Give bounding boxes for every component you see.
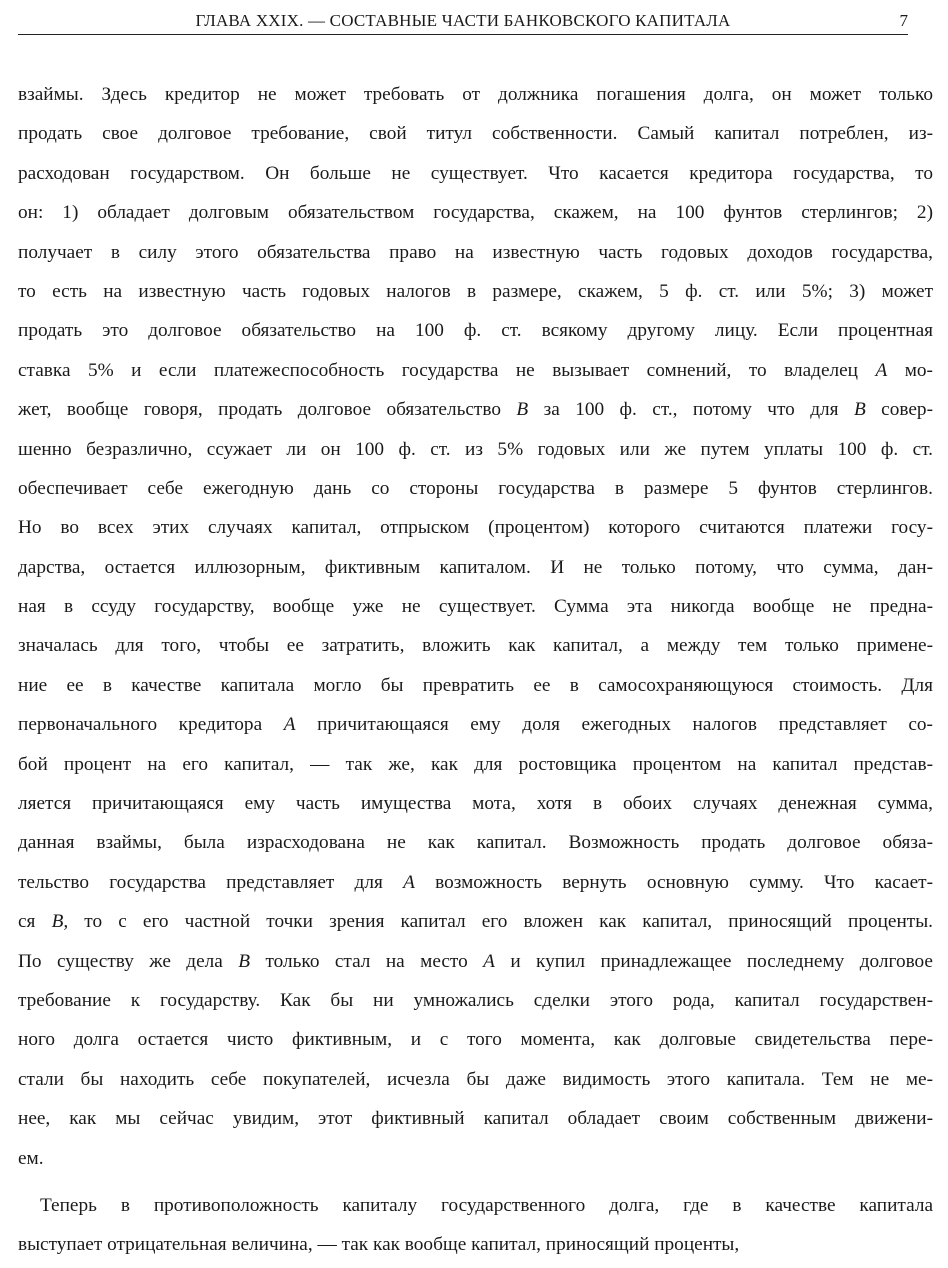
- paragraph: [18, 1186, 933, 1265]
- italic-letter: A: [283, 714, 296, 736]
- text-segment: ставка 5% и если платежеспособность государства не вызывает сомнений, то владелец: [18, 359, 876, 381]
- italic-letter: A: [483, 950, 495, 972]
- text-line: [18, 390, 933, 429]
- text-segment: жет, вообще говоря, продать долговое обязательство: [18, 399, 517, 421]
- text-line: [18, 942, 933, 981]
- text-line: обеспечивает себе ежегодную дань со стороны государства в размере 5 фунтов стерлингов.: [18, 477, 933, 499]
- text-line: нее, как мы сейчас увидим, этот фиктивный капитал обладает своим собственным движени-: [18, 1108, 933, 1130]
- text-line: [18, 705, 933, 744]
- italic-letter: A: [403, 871, 415, 893]
- text-line: ного долга остается чисто фиктивным, и с того момента, как долговые свидетельства пере-: [18, 1029, 933, 1051]
- text-segment: совер-: [865, 399, 933, 421]
- text-line: он: 1) обладает долговым обязательством государства, скажем, на 100 фунтов стерлингов; 2): [18, 202, 933, 224]
- text-segment: первоначального кредитора: [18, 714, 284, 736]
- text-line: расходован государством. Он больше не существует. Что касается кредитора государства, то: [18, 162, 933, 184]
- text-line: данная взаймы, была израсходована не как капитал. Возможность продать долговое обяза-: [18, 832, 933, 854]
- text-line: ние ее в качестве капитала могло бы превратить ее в самосохраняющуюся стоимость. Для: [18, 674, 933, 696]
- text-line: бой процент на его капитал, — так же, как для ростовщика процентом на капитал представ-: [18, 753, 933, 775]
- italic-letter: B,: [51, 911, 69, 933]
- italic-letter: A: [875, 359, 888, 381]
- text-segment: возможность вернуть основную сумму. Что касает-: [414, 871, 934, 893]
- running-title: ГЛАВА XXIX. — СОСТАВНЫЕ ЧАСТИ БАНКОВСКОГО КАПИТАЛА: [195, 11, 731, 30]
- body-text: [18, 75, 933, 1265]
- running-header: [18, 8, 908, 35]
- text-segment: только стал на место: [250, 950, 484, 972]
- text-segment: за 100 ф. ст., потому что для: [528, 399, 854, 421]
- page-number: 7: [899, 11, 908, 30]
- text-segment: причитающаяся ему доля ежегодных налогов представляет со-: [295, 714, 933, 736]
- text-line: [18, 902, 933, 941]
- text-line: [18, 351, 933, 390]
- text-segment: По существу же дела: [18, 950, 239, 972]
- text-line: значалась для того, чтобы ее затратить, вложить как капитал, а между тем только примене-: [18, 635, 933, 657]
- text-segment: и купил принадлежащее последнему долговое: [494, 950, 933, 972]
- paragraph: [18, 75, 933, 1178]
- text-segment: тельство государства представляет для: [18, 871, 404, 893]
- text-line: Но во всех этих случаях капитал, отпрыском (процентом) которого считаются платежи госу-: [18, 517, 933, 539]
- text-line: продать это долговое обязательство на 100 ф. ст. всякому другому лицу. Если процентная: [18, 320, 933, 342]
- text-line: [18, 863, 933, 902]
- text-segment: ся: [18, 911, 52, 933]
- text-line: получает в силу этого обязательства право на известную часть годовых доходов государства,: [18, 241, 933, 263]
- text-line: ем.: [18, 1147, 44, 1169]
- text-line: стали бы находить себе покупателей, исчезла бы даже видимость этого капитала. Тем не ме-: [18, 1068, 933, 1090]
- text-line: продать свое долговое требование, свой титул собственности. Самый капитал потреблен, из-: [18, 123, 933, 145]
- text-line: дарства, остается иллюзорным, фиктивным капиталом. И не только потому, что сумма, дан-: [18, 556, 933, 578]
- text-line: то есть на известную часть годовых налогов в размере, скажем, 5 ф. ст. или 5%; 3) может: [18, 280, 933, 302]
- text-line: Теперь в противоположность капиталу государственного долга, где в качестве капитала: [40, 1194, 933, 1216]
- italic-letter: B: [853, 399, 866, 421]
- text-line: ляется причитающаяся ему часть имущества мота, хотя в обоих случаях денежная сумма,: [18, 793, 933, 815]
- text-line: требование к государству. Как бы ни умножались сделки этого рода, капитал государствен-: [18, 989, 933, 1011]
- text-segment: мо-: [887, 359, 933, 381]
- text-segment: то с его частной точки зрения капитал его вложен как капитал, приносящий проценты.: [68, 911, 933, 933]
- text-line: выступает отрицательная величина, — так как вообще капитал, приносящий проценты,: [18, 1234, 740, 1256]
- text-line: шенно безразлично, ссужает ли он 100 ф. ст. из 5% годовых или же путем уплаты 100 ф. ст.: [18, 438, 933, 460]
- text-line: ная в ссуду государству, вообще уже не существует. Сумма эта никогда вообще не предна-: [18, 596, 933, 618]
- text-line: взаймы. Здесь кредитор не может требовать от должника погашения долга, он может только: [18, 84, 933, 105]
- italic-letter: B: [516, 399, 529, 421]
- italic-letter: B: [238, 950, 251, 972]
